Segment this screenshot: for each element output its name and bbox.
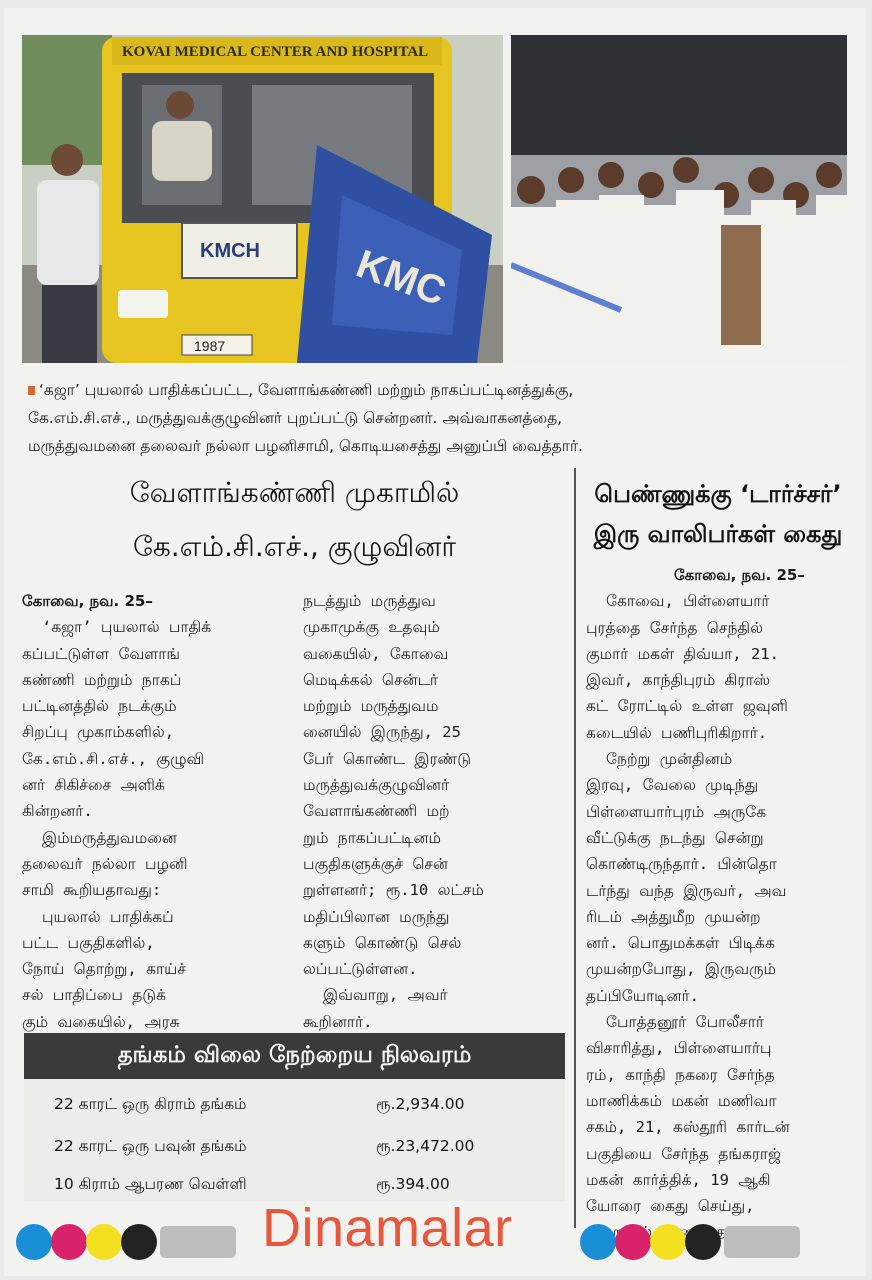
article2-text-line: நேற்று முன்தினம்	[606, 750, 733, 769]
article1-text-line: மெடிக்கல் சென்டர்	[303, 670, 439, 689]
article1-text-line: பட்ட பகுதிகளில்,	[22, 933, 155, 952]
caption-line-2: கே.எம்.சி.எச்., மருத்துவக்குழுவினர் புறப்பட்டு சென்றனர். அவ்வாகனத்தை,	[28, 409, 563, 427]
article1-text-line: இம்மருத்துவமனை	[42, 828, 177, 847]
gold-rate-title-bar	[24, 1033, 565, 1079]
bus-panel-text: KMCH	[200, 240, 260, 262]
gold-rate-price: ரூ.394.00	[376, 1175, 450, 1193]
article1-text-line: தலைவர் நல்லா பழனி	[22, 854, 188, 873]
article2-text-line: இரவு, வேலை முடிந்து	[586, 776, 759, 795]
bus-plate-text: 1987	[194, 338, 226, 354]
article1-text-line: மருத்துவக்குழுவினர்	[303, 776, 450, 795]
article2-text-line: ரம், காந்தி நகரை சேர்ந்த	[586, 1065, 775, 1084]
article2-body	[586, 562, 854, 1246]
article2-text-line: மாணிக்கம் மகன் மணிவா	[586, 1091, 777, 1110]
article2-text-line: பிள்ளையார்புரம் அருகே	[586, 802, 767, 821]
registration-dot-black	[121, 1224, 157, 1260]
article2-text-line: கட் ரோட்டில் உள்ள ஜவுளி	[586, 697, 788, 716]
column-divider	[574, 468, 576, 1228]
article1-text-line: மதிப்பிலான மருந்து	[303, 907, 450, 926]
article2-text-line: தப்பியோடினர்.	[586, 986, 699, 1005]
article1-text-line: றுள்ளனர்; ரூ.10 லட்சம்	[303, 881, 484, 900]
photo-caption	[28, 376, 848, 460]
article1-text-line: பேர் கொண்ட இரண்டு	[303, 749, 472, 768]
article2-dateline: கோவை, நவ. 25–	[674, 566, 805, 584]
photo-bus-flag-off	[22, 35, 503, 363]
dinamalar-watermark: Dinamalar	[262, 1198, 513, 1258]
article2-text-line: கோவை, பிள்ளையார்	[606, 592, 770, 611]
article1-text-line: கே.எம்.சி.எச்., குழுவி	[22, 749, 205, 768]
article1-text-line: இவ்வாறு, அவர்	[323, 986, 448, 1005]
article2-text-line: வீட்டுக்கு நடந்து சென்று	[586, 828, 764, 847]
article1-text-line: பகுதிகளுக்குச் சென்	[303, 854, 449, 873]
photo-group-doctors	[511, 35, 847, 363]
article2-text-line: புரத்தை சேர்ந்த செந்தில்	[586, 618, 763, 637]
article1-text-line: லப்பட்டுள்ளன.	[303, 960, 418, 979]
article2-text-line: கடையில் பணிபுரிகிறார்.	[586, 723, 768, 742]
article1-text-line: ‘கஜா’ புயலால் பாதிக்	[42, 618, 212, 637]
caption-marker-icon	[28, 386, 35, 395]
bus-sign-text: KOVAI MEDICAL CENTER AND HOSPITAL	[122, 44, 429, 60]
article1-headline-line2: கே.எம்.சி.எச்., குழுவினர்	[132, 530, 457, 563]
article1-headline	[22, 470, 567, 570]
registration-dot-black	[685, 1224, 721, 1260]
article1-text-line: னையில் இருந்து, 25	[303, 723, 461, 742]
registration-grey-strip	[160, 1226, 236, 1258]
article2-headline	[583, 474, 853, 554]
article1-text-line: மற்றும் மருத்துவம	[303, 697, 439, 716]
article2-text-line: மகன் கார்த்திக், 19 ஆகி	[586, 1170, 771, 1189]
article1-text-line: பட்டினத்தில் நடக்கும்	[22, 697, 177, 716]
article1-dateline: கோவை, நவ. 25–	[22, 592, 153, 610]
article1-text-line: கப்பட்டுள்ள வேளாங்	[22, 644, 180, 663]
registration-dot-yellow	[650, 1224, 686, 1260]
article1-text-line: கின்றனர்.	[22, 802, 93, 821]
article1-text-line: சிறப்பு முகாம்களில்,	[22, 723, 175, 742]
article1-column-2	[303, 588, 569, 1035]
article1-text-line: னர் சிகிச்சை அளிக்	[22, 776, 165, 795]
article2-text-line: பகுதியை சேர்ந்த தங்கராஜ்	[586, 1144, 781, 1163]
article1-text-line: வகையில், கோவை	[303, 644, 449, 663]
article2-text-line: குமார் மகள் திவ்யா, 21.	[586, 644, 779, 663]
article2-text-line: இவர், காந்திபுரம் கிராஸ்	[586, 671, 771, 690]
gold-rate-label: 22 காரட் ஒரு கிராம் தங்கம்	[54, 1095, 247, 1113]
registration-dot-magenta	[615, 1224, 651, 1260]
article2-text-line: விசாரித்து, பிள்ளையார்பு	[586, 1039, 772, 1058]
bus-scene-illustration	[22, 35, 503, 363]
article1-text-line: புயலால் பாதிக்கப்	[42, 907, 174, 926]
caption-line-1: ‘கஜா’ புயலால் பாதிக்கப்பட்ட, வேளாங்கண்ணி மற்றும் நாகப்பட்டினத்துக்கு,	[28, 376, 848, 404]
svg-text:KMC: KMC	[350, 241, 452, 315]
article2-text-line: கொண்டிருந்தார். பின்தொ	[586, 855, 777, 874]
article2-text-line: போத்தனூர் போலீசார்	[606, 1013, 764, 1032]
registration-dot-cyan	[580, 1224, 616, 1260]
article2-text-line: ரிடம் அத்துமீற முயன்ற	[586, 907, 761, 926]
article1-headline-line1: வேளாங்கண்ணி முகாமில்	[129, 476, 460, 509]
article1-text-line: முகாமுக்கு உதவும்	[303, 618, 440, 637]
article1-column-1	[22, 588, 294, 1035]
article2-text-line: முயன்றபோது, இருவரும்	[586, 960, 776, 979]
gold-rate-table	[24, 1079, 565, 1201]
article1-text-line: நோய் தொற்று, காய்ச்	[22, 960, 186, 979]
article2-text-line: யோரை கைது செய்து,	[586, 1197, 755, 1216]
registration-dot-magenta	[51, 1224, 87, 1260]
registration-grey-strip	[724, 1226, 800, 1258]
article1-text-line: வேளாங்கண்ணி மற்	[303, 802, 450, 821]
article2-headline-line2: இரு வாலிபர்கள் கைது	[593, 520, 843, 548]
gold-rate-title: தங்கம் விலை நேற்றைய நிலவரம்	[117, 1041, 472, 1068]
article1-text-line: கும் வகையில், அரசு	[22, 1012, 180, 1031]
article1-text-line: கண்ணி மற்றும் நாகப்	[22, 670, 182, 689]
article1-text-line: களும் கொண்டு செல்	[303, 933, 462, 952]
caption-line-3: மருத்துவமனை தலைவர் நல்லா பழனிசாமி, கொடியசைத்து அனுப்பி வைத்தார்.	[28, 437, 583, 455]
article2-headline-line1: பெண்ணுக்கு ‘டார்ச்சர்’	[594, 480, 842, 508]
article1-text-line: சல் பாதிப்பை தடுக்	[22, 986, 167, 1005]
registration-dot-yellow	[86, 1224, 122, 1260]
article2-text-line: சகம், 21, கஸ்தூரி கார்டன்	[586, 1118, 790, 1137]
registration-dot-cyan	[16, 1224, 52, 1260]
gold-rate-price: ரூ.23,472.00	[376, 1137, 475, 1155]
article1-text-line: சாமி கூறியதாவது:	[22, 881, 162, 900]
gold-rate-label: 22 காரட் ஒரு பவுன் தங்கம்	[54, 1137, 247, 1155]
article1-text-line: கூறினார்.	[303, 1012, 373, 1031]
article2-text-line: டர்ந்து வந்த இருவர், அவ	[586, 881, 787, 900]
gold-rate-price: ரூ.2,934.00	[376, 1095, 465, 1113]
gold-rate-label: 10 கிராம் ஆபரண வெள்ளி	[54, 1175, 247, 1193]
group-scene-illustration	[511, 35, 847, 363]
article1-text-line: றும் நாகப்பட்டினம்	[303, 828, 441, 847]
article1-text-line: நடத்தும் மருத்துவ	[303, 592, 436, 610]
article2-text-line: னர். பொதுமக்கள் பிடிக்க	[586, 934, 775, 953]
